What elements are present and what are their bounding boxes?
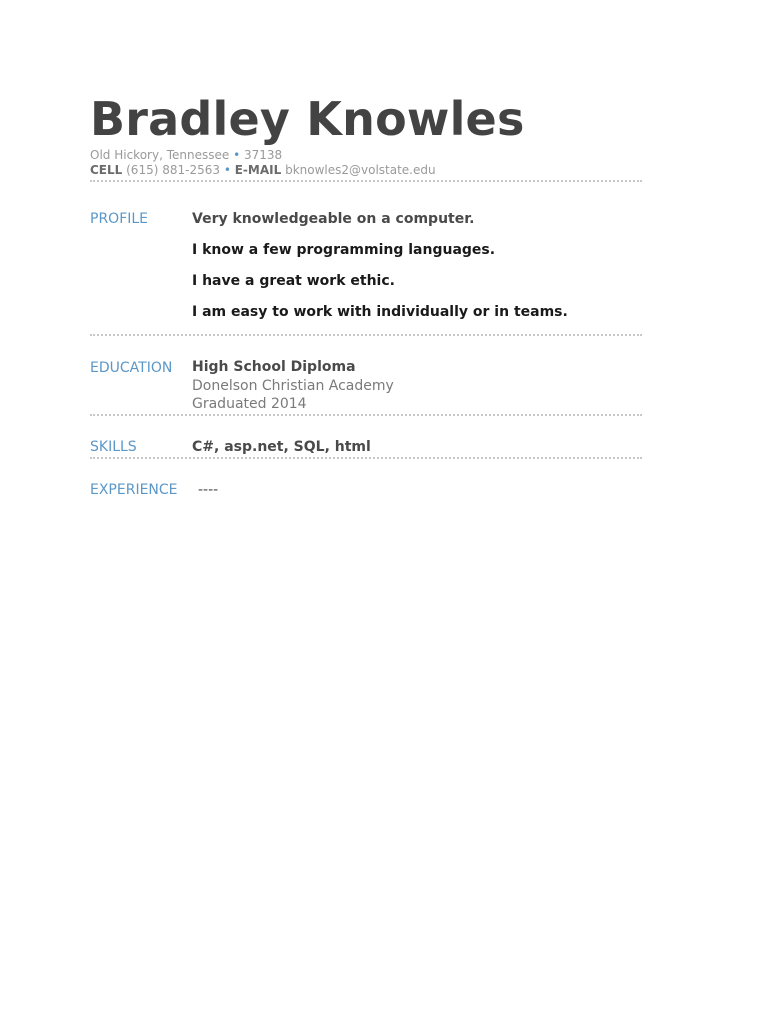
- address-line: [90, 148, 642, 163]
- cell-label: CELL: [90, 163, 123, 177]
- email-label: E-MAIL: [234, 163, 282, 177]
- zip-code: 37138: [243, 148, 283, 162]
- skills-list: C#, asp.net, SQL, html: [192, 439, 371, 455]
- divider: [90, 180, 642, 182]
- skills-title: SKILLS: [90, 439, 137, 455]
- profile-body: [192, 209, 642, 322]
- school-name: Donelson Christian Academy: [192, 378, 394, 394]
- resume-page: [90, 92, 642, 500]
- divider: [90, 457, 642, 459]
- profile-title: PROFILE: [90, 211, 149, 227]
- contact-block: [90, 148, 642, 178]
- education-title: EDUCATION: [90, 360, 173, 376]
- profile-line: I am easy to work with individually or in teams.: [192, 304, 568, 320]
- skills-section: [90, 437, 642, 457]
- experience-title: EXPERIENCE: [90, 482, 178, 498]
- education-section: [90, 358, 642, 413]
- phone-email-line: [90, 163, 642, 178]
- degree: High School Diploma: [192, 359, 356, 375]
- profile-line: Very knowledgeable on a computer.: [192, 211, 475, 227]
- email-address: bknowles2@volstate.edu: [285, 163, 436, 177]
- skills-body: [192, 437, 642, 457]
- experience-value: ----: [198, 482, 219, 498]
- address: Old Hickory, Tennessee: [90, 148, 230, 162]
- experience-body: [192, 480, 642, 500]
- experience-section: [90, 480, 642, 500]
- resume-name: Bradley Knowles: [90, 92, 525, 146]
- graduation-year: Graduated 2014: [192, 396, 307, 412]
- divider: [90, 414, 642, 416]
- education-body: [192, 358, 642, 413]
- divider: [90, 334, 642, 336]
- profile-section: [90, 209, 642, 322]
- profile-line: I have a great work ethic.: [192, 273, 395, 289]
- separator-dot: •: [233, 148, 241, 162]
- cell-number: (615) 881-2563: [126, 163, 220, 177]
- profile-line: I know a few programming languages.: [192, 242, 496, 258]
- separator-dot: •: [223, 163, 231, 177]
